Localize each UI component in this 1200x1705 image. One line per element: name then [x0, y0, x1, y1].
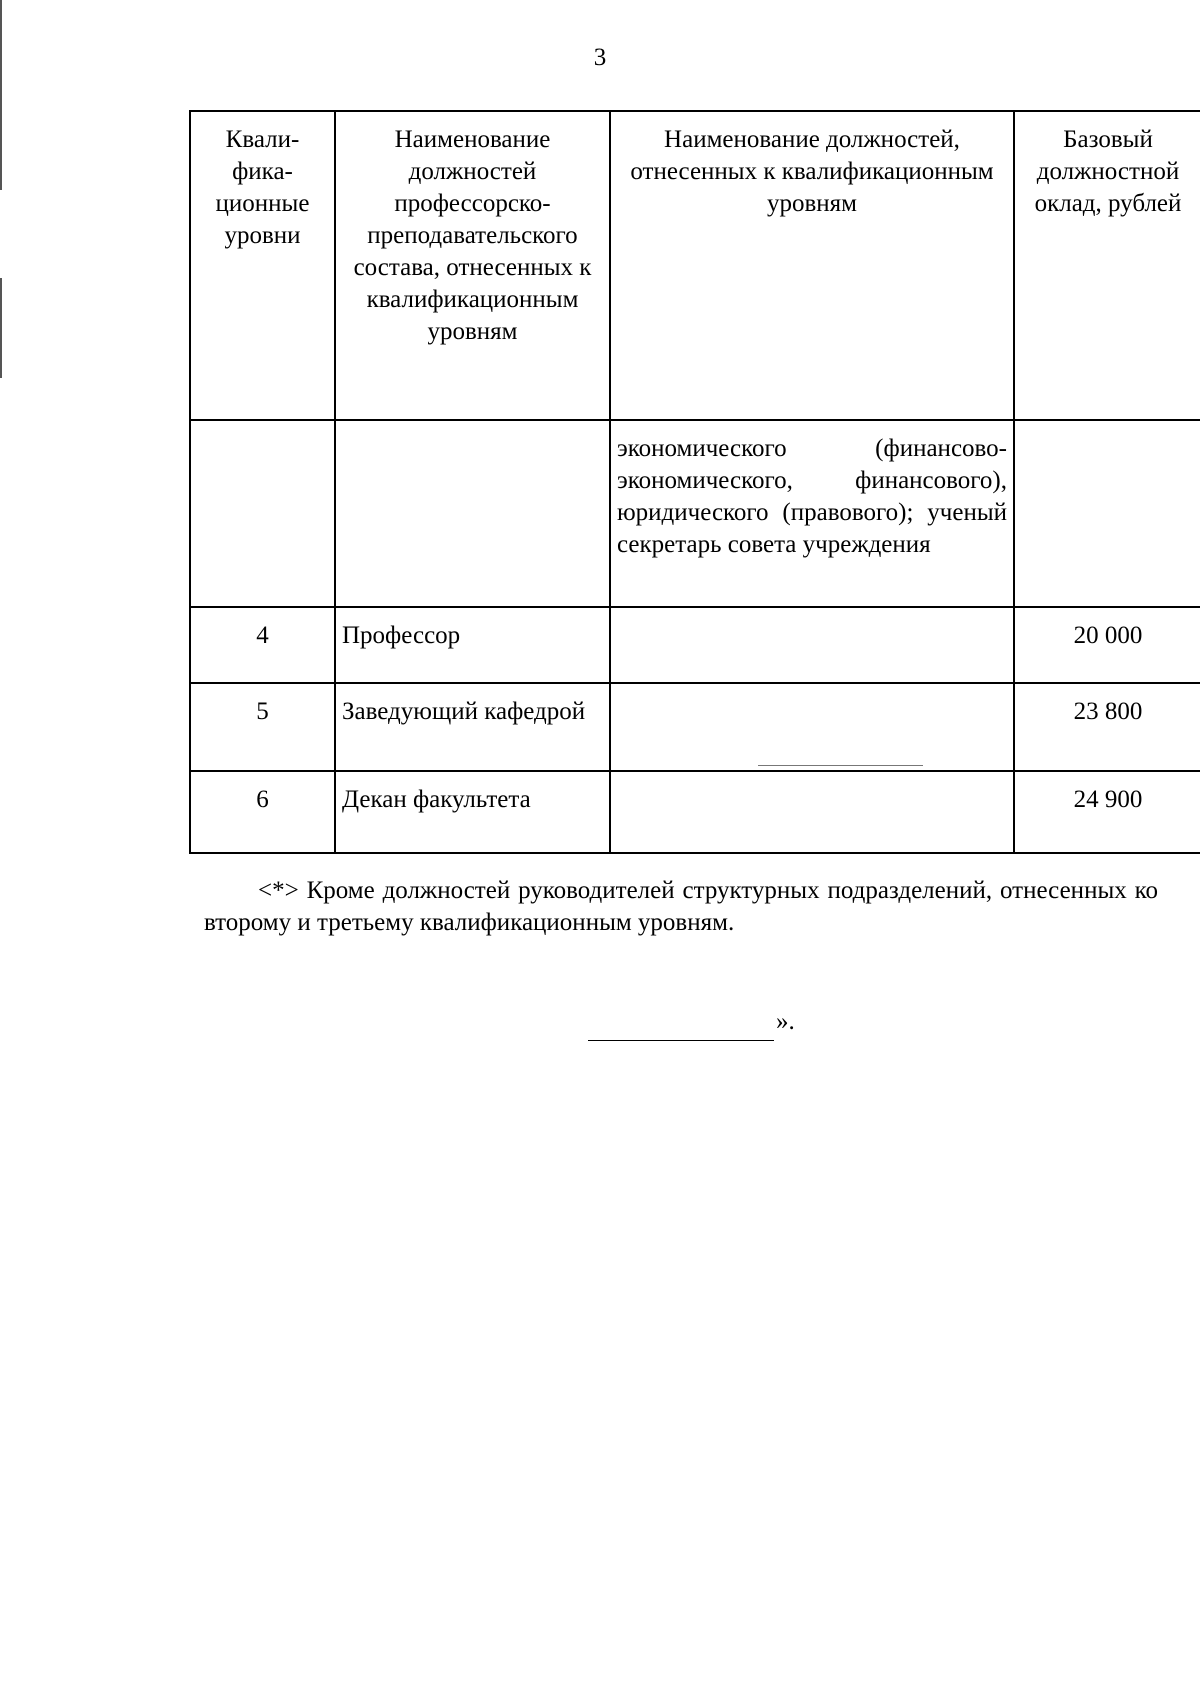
header-salary: Базовый должностной оклад, рублей: [1014, 111, 1200, 420]
cell-level: 5: [190, 683, 335, 771]
table-row: [190, 771, 1200, 853]
scan-edge-bottom: [0, 278, 2, 378]
cell-level: [190, 420, 335, 607]
table-header-row: [190, 111, 1200, 420]
footnote: [204, 875, 1158, 939]
cell-positions: [610, 607, 1014, 683]
closing-underline: [588, 1012, 774, 1041]
header-group-positions: Наименование должностей профессорско-преподавательского состава, отнесенных к квалификационным уровням: [335, 111, 610, 420]
scan-edge-top: [0, 0, 2, 190]
cell-positions: экономического (финансово-экономического, финансового), юридического (правового); ученый секретарь совета учреждения: [610, 420, 1014, 607]
cell-salary: 23 800: [1014, 683, 1200, 771]
footnote-marker: <*>: [258, 877, 299, 904]
cell-positions: [610, 683, 1014, 771]
table-row: [190, 420, 1200, 607]
footnote-body: [204, 875, 1158, 939]
cell-group-position: [335, 420, 610, 607]
closing-mark: ».: [776, 1008, 795, 1035]
cell-level: 4: [190, 607, 335, 683]
page-number: 3: [593, 44, 607, 71]
footnote-text: Кроме должностей руководителей структурных подразделений, отнесенных ко второму и третьему квалификационным уровням.: [204, 877, 1158, 936]
table-row: [190, 607, 1200, 683]
cell-group-position: Декан факультета: [335, 771, 610, 853]
cell-salary: 20 000: [1014, 607, 1200, 683]
scan-artifact: [758, 765, 923, 766]
cell-salary: 24 900: [1014, 771, 1200, 853]
cell-group-position: Заведующий кафедрой: [335, 683, 610, 771]
table-row: [190, 683, 1200, 771]
cell-level: 6: [190, 771, 335, 853]
cell-group-position: Профессор: [335, 607, 610, 683]
cell-positions: [610, 771, 1014, 853]
header-level: Квали-фика-ционные уровни: [190, 111, 335, 420]
header-positions: Наименование должностей, отнесенных к квалификационным уровням: [610, 111, 1014, 420]
positions-salary-table: [189, 110, 1200, 854]
cell-salary: [1014, 420, 1200, 607]
